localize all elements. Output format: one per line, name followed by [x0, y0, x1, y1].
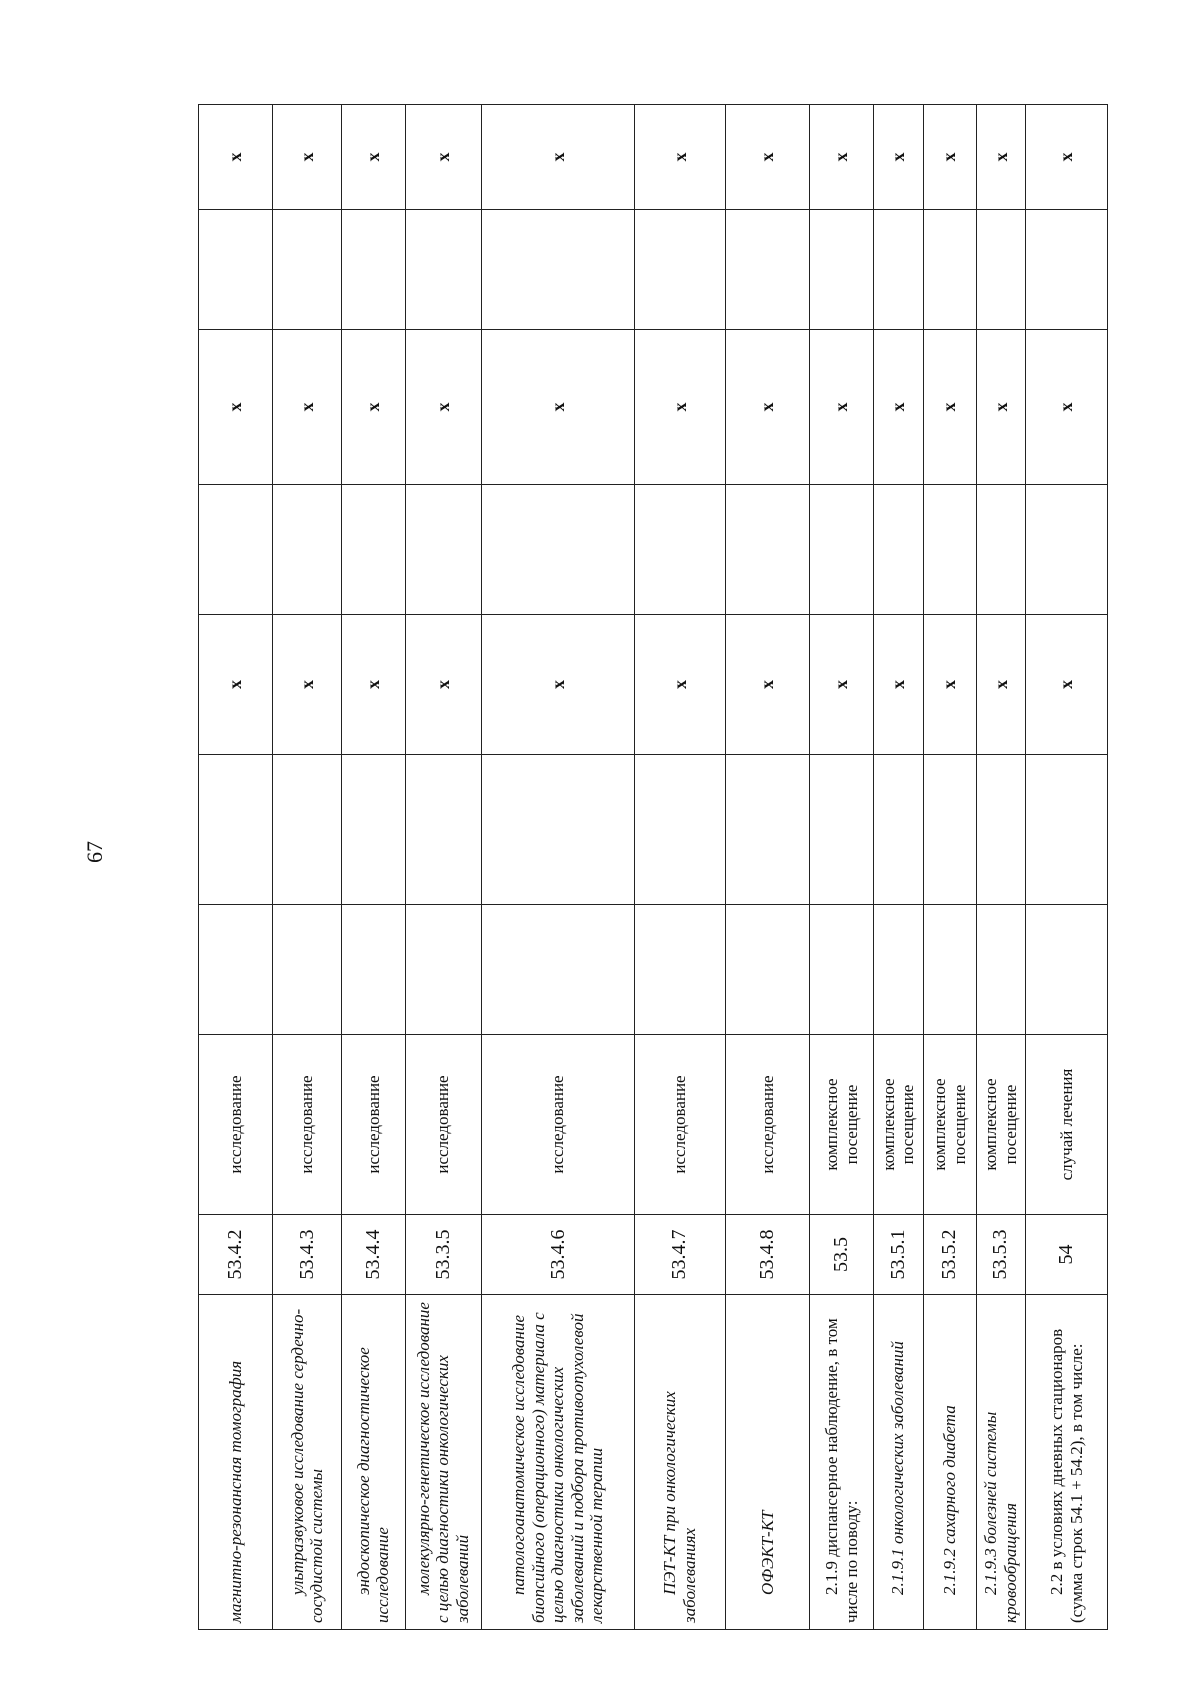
value-cell: x [1026, 105, 1108, 210]
row-unit: комплексное посещение [810, 1035, 874, 1215]
rotated-table-container [198, 105, 1108, 1630]
row-name: эндоскопическое диагностическое исследование [342, 1295, 406, 1630]
value-cell [1026, 210, 1108, 330]
row-code: 53.4.4 [342, 1215, 406, 1295]
value-cell [976, 210, 1026, 330]
value-cell [873, 485, 923, 615]
table-row [810, 105, 874, 1630]
row-name: 2.1.9.2 сахарного диабета [923, 1295, 976, 1630]
row-unit: комплексное посещение [976, 1035, 1026, 1215]
value-cell: x [1026, 330, 1108, 485]
row-code: 53.5.2 [923, 1215, 976, 1295]
value-cell: x [976, 615, 1026, 755]
value-cell: x [725, 330, 810, 485]
value-cell [976, 905, 1026, 1035]
value-cell: x [725, 105, 810, 210]
row-name: 2.1.9.3 болезней системы кровообращения [976, 1295, 1026, 1630]
value-cell: x [923, 330, 976, 485]
value-cell: x [342, 615, 406, 755]
value-cell [810, 485, 874, 615]
row-code: 53.5 [810, 1215, 874, 1295]
value-cell: x [342, 330, 406, 485]
value-cell: x [273, 105, 342, 210]
page-number: 67 [82, 841, 107, 863]
value-cell [725, 905, 810, 1035]
value-cell [273, 485, 342, 615]
value-cell: x [405, 105, 481, 210]
row-unit: комплексное посещение [923, 1035, 976, 1215]
value-cell: x [976, 105, 1026, 210]
value-cell: x [1026, 615, 1108, 755]
value-cell: x [635, 615, 725, 755]
row-unit: случай лечения [1026, 1035, 1108, 1215]
value-cell [273, 755, 342, 905]
value-cell: x [810, 615, 874, 755]
value-cell [199, 210, 273, 330]
table-row [405, 105, 481, 1630]
value-cell [405, 210, 481, 330]
table-row [635, 105, 725, 1630]
value-cell: x [873, 615, 923, 755]
value-cell [635, 905, 725, 1035]
table-row [1026, 105, 1108, 1630]
value-cell: x [976, 330, 1026, 485]
table-row [873, 105, 923, 1630]
value-cell [405, 755, 481, 905]
value-cell [810, 210, 874, 330]
value-cell [725, 485, 810, 615]
value-cell [342, 755, 406, 905]
row-name: ОФЭКТ-КТ [725, 1295, 810, 1630]
row-code: 53.4.6 [481, 1215, 635, 1295]
table-row [342, 105, 406, 1630]
value-cell [1026, 485, 1108, 615]
row-unit: исследование [199, 1035, 273, 1215]
value-cell: x [481, 105, 635, 210]
row-code: 53.3.5 [405, 1215, 481, 1295]
value-cell [725, 755, 810, 905]
value-cell: x [810, 105, 874, 210]
row-name: патологоанатомическое исследование биопсийного (операционного) материала с целью диагностики онкологических заболеваний и подбора противоопухолевой лекарственной терапии [481, 1295, 635, 1630]
table-row [481, 105, 635, 1630]
row-unit: исследование [342, 1035, 406, 1215]
row-code: 53.5.3 [976, 1215, 1026, 1295]
row-unit: комплексное посещение [873, 1035, 923, 1215]
value-cell: x [873, 330, 923, 485]
value-cell [342, 485, 406, 615]
value-cell [199, 485, 273, 615]
value-cell [635, 755, 725, 905]
value-cell: x [199, 105, 273, 210]
value-cell [342, 210, 406, 330]
row-code: 53.4.8 [725, 1215, 810, 1295]
value-cell: x [635, 105, 725, 210]
value-cell [923, 905, 976, 1035]
row-unit: исследование [405, 1035, 481, 1215]
value-cell [405, 485, 481, 615]
row-name: 2.1.9.1 онкологических заболеваний [873, 1295, 923, 1630]
value-cell [1026, 905, 1108, 1035]
table-row [199, 105, 273, 1630]
value-cell: x [810, 330, 874, 485]
value-cell [725, 210, 810, 330]
value-cell [873, 755, 923, 905]
value-cell [481, 485, 635, 615]
value-cell: x [273, 615, 342, 755]
row-name: магнитно-резонансная томография [199, 1295, 273, 1630]
row-unit: исследование [273, 1035, 342, 1215]
value-cell: x [873, 105, 923, 210]
value-cell: x [923, 615, 976, 755]
table-row [725, 105, 810, 1630]
table-row [273, 105, 342, 1630]
value-cell [481, 905, 635, 1035]
value-cell [635, 210, 725, 330]
value-cell [873, 210, 923, 330]
value-cell: x [405, 615, 481, 755]
value-cell [923, 485, 976, 615]
row-name: 2.2 в условиях дневных стационаров (сумма строк 54.1 + 54.2), в том числе: [1026, 1295, 1108, 1630]
row-code: 54 [1026, 1215, 1108, 1295]
row-code: 53.5.1 [873, 1215, 923, 1295]
value-cell [873, 905, 923, 1035]
value-cell [481, 755, 635, 905]
row-code: 53.4.7 [635, 1215, 725, 1295]
value-cell: x [725, 615, 810, 755]
value-cell: x [199, 615, 273, 755]
value-cell: x [342, 105, 406, 210]
value-cell [1026, 755, 1108, 905]
value-cell: x [405, 330, 481, 485]
value-cell [635, 485, 725, 615]
row-code: 53.4.2 [199, 1215, 273, 1295]
value-cell: x [481, 615, 635, 755]
value-cell [923, 210, 976, 330]
value-cell [810, 905, 874, 1035]
row-unit: исследование [635, 1035, 725, 1215]
value-cell [273, 905, 342, 1035]
table-row [976, 105, 1026, 1630]
value-cell [405, 905, 481, 1035]
value-cell: x [481, 330, 635, 485]
value-cell [342, 905, 406, 1035]
value-cell: x [923, 105, 976, 210]
value-cell: x [199, 330, 273, 485]
row-code: 53.4.3 [273, 1215, 342, 1295]
row-unit: исследование [481, 1035, 635, 1215]
value-cell: x [273, 330, 342, 485]
value-cell [481, 210, 635, 330]
value-cell [199, 905, 273, 1035]
table-row [923, 105, 976, 1630]
value-cell [199, 755, 273, 905]
value-cell [810, 755, 874, 905]
row-name: ультразвуковое исследование сердечно-сосудистой системы [273, 1295, 342, 1630]
row-name: ПЭТ-КТ при онкологических заболеваниях [635, 1295, 725, 1630]
value-cell [976, 485, 1026, 615]
value-cell: x [635, 330, 725, 485]
value-cell [976, 755, 1026, 905]
value-cell [273, 210, 342, 330]
value-cell [923, 755, 976, 905]
data-table [198, 104, 1108, 1630]
row-name: 2.1.9 диспансерное наблюдение, в том числе по поводу: [810, 1295, 874, 1630]
row-name: молекулярно-генетическое исследование с целью диагностики онкологических заболеваний [405, 1295, 481, 1630]
row-unit: исследование [725, 1035, 810, 1215]
